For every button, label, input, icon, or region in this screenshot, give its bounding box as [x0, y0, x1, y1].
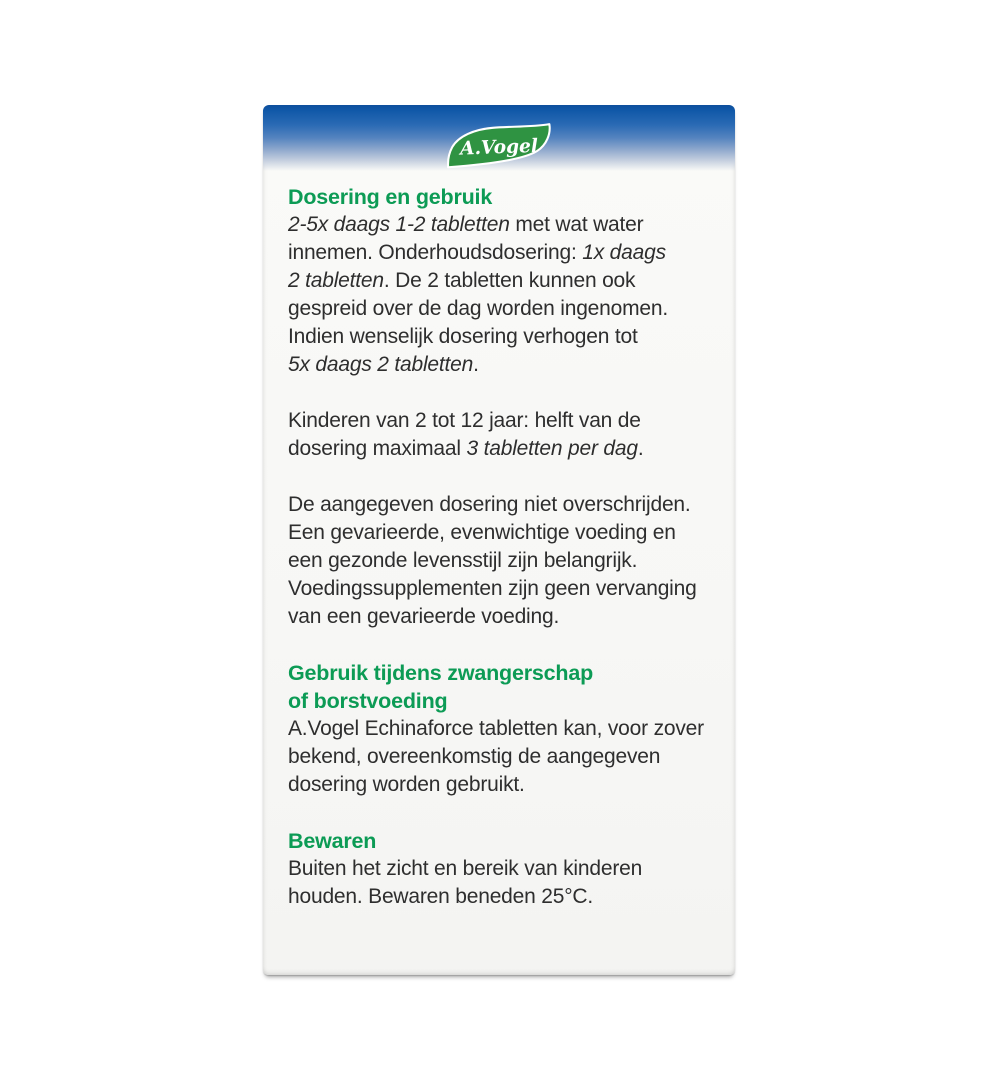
avogel-logo [445, 121, 553, 173]
body-text: . [473, 353, 479, 376]
body-text: dosering maximaal [288, 437, 467, 460]
body-line [288, 323, 713, 351]
body-text: Voedingssupplementen zijn geen vervanging [288, 577, 697, 600]
section-heading: of borstvoeding [288, 689, 448, 713]
dosage-emphasis: 3 tabletten per dag [466, 437, 638, 460]
body-line [288, 211, 713, 239]
dosage-emphasis: 1x daags [582, 241, 666, 264]
dosage-emphasis: 5x daags 2 tabletten [288, 353, 474, 376]
section-heading: Dosering en gebruik [288, 185, 493, 209]
body-line [288, 743, 713, 771]
body-paragraph [288, 211, 713, 379]
text-section [288, 183, 713, 631]
body-text: dosering worden gebruikt. [288, 773, 525, 796]
body-text: Een gevarieerde, evenwichtige voeding en [288, 521, 676, 544]
dosage-emphasis: 2 tabletten [288, 269, 384, 292]
dosage-emphasis: 2-5x daags 1-2 tabletten [288, 213, 510, 236]
body-line [288, 239, 713, 267]
body-line [288, 715, 713, 743]
body-line [288, 575, 713, 603]
panel-content [288, 183, 713, 911]
body-paragraph [288, 715, 713, 799]
section-heading: Bewaren [288, 829, 377, 853]
logo-text: A.Vogel [459, 134, 539, 160]
body-paragraph [288, 407, 713, 463]
body-text: A.Vogel Echinaforce tabletten kan, voor zover [288, 717, 704, 740]
body-text: De aangegeven dosering niet overschrijden. [288, 493, 691, 516]
text-section [288, 659, 713, 799]
body-text: . [637, 437, 644, 460]
package-back-panel [263, 105, 735, 975]
body-line [288, 435, 713, 463]
body-line [288, 771, 713, 799]
body-line [288, 883, 713, 911]
leaf-icon [445, 121, 553, 173]
section-heading: Gebruik tijdens zwangerschap [288, 661, 594, 685]
body-line [288, 547, 713, 575]
body-line [288, 855, 713, 883]
body-line [288, 603, 713, 631]
body-line [288, 407, 713, 435]
body-text: . De 2 tabletten kunnen ook [383, 269, 636, 292]
text-section [288, 827, 713, 911]
body-text: met wat water [509, 213, 644, 236]
body-text: Buiten het zicht en bereik van kinderen [288, 857, 643, 880]
body-paragraph [288, 491, 713, 631]
body-text: van een gevarieerde voeding. [288, 605, 560, 628]
body-text: Kinderen van 2 tot 12 jaar: helft van de [288, 409, 641, 432]
body-text: een gezonde levensstijl zijn belangrijk. [288, 549, 638, 572]
body-line [288, 295, 713, 323]
body-text: Indien wenselijk dosering verhogen tot [288, 325, 638, 348]
body-text: houden. Bewaren beneden 25°C. [288, 885, 594, 908]
body-line [288, 267, 713, 295]
body-text: innemen. Onderhoudsdosering: [288, 241, 583, 264]
body-line [288, 351, 713, 379]
body-text: gespreid over de dag worden ingenomen. [288, 297, 668, 320]
body-line [288, 519, 713, 547]
body-paragraph [288, 855, 713, 911]
body-line [288, 491, 713, 519]
body-text: bekend, overeenkomstig de aangegeven [288, 745, 661, 768]
